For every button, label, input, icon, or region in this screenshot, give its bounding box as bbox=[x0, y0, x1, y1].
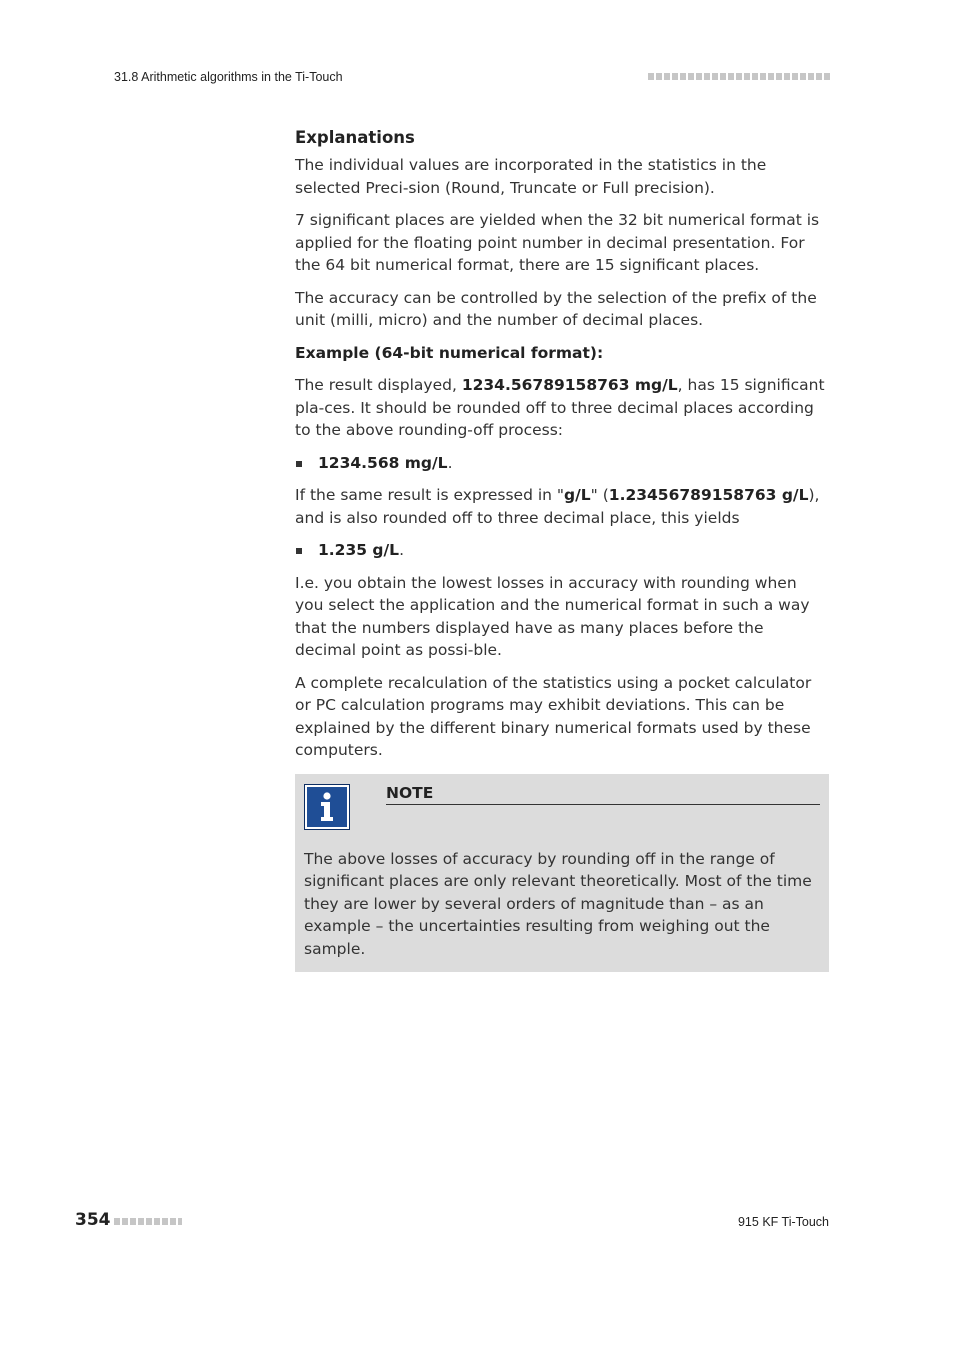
footer-dot-bar bbox=[114, 1218, 182, 1225]
paragraph-significant-places: 7 significant places are yielded when the 32 bit numerical format is applied for the floating point number in decimal presentation. For the 64 bit numerical format, there are 15 significant places. bbox=[295, 211, 820, 274]
paragraph-accuracy: The accuracy can be controlled by the selection of the prefix of the unit (milli, micro) and the number of decimal places. bbox=[295, 288, 817, 329]
header-dot-bar bbox=[648, 73, 830, 80]
note-box bbox=[295, 774, 829, 973]
section-heading: Explanations bbox=[295, 128, 415, 147]
text-run: ), and is also rounded off to three decimal place, this yields bbox=[295, 486, 820, 527]
text-run: . bbox=[399, 541, 404, 559]
page-number: 354 bbox=[75, 1210, 111, 1230]
running-header-section: 31.8 Arithmetic algorithms in the Ti-Touch bbox=[114, 70, 343, 84]
text-run: The result displayed, bbox=[295, 376, 462, 394]
text-run: . bbox=[447, 453, 453, 472]
bold-value: 1.23456789158763 g/L bbox=[608, 486, 809, 504]
bold-value: 1234.568 mg/L bbox=[318, 453, 448, 472]
list-item bbox=[295, 452, 829, 475]
text-run: If the same result is expressed in " bbox=[295, 486, 565, 504]
main-content bbox=[295, 126, 829, 972]
bold-unit: g/L bbox=[564, 486, 591, 504]
text-run: , has 15 significant pla-ces. It should be rounded off to three decimal places according to the above rounding-off process: bbox=[295, 376, 825, 439]
bold-value: 1234.56789158763 mg/L bbox=[461, 376, 678, 394]
info-icon bbox=[304, 784, 350, 830]
paragraph-precision: The individual values are incorporated in the statistics in the selected Preci-sion (Round, Truncate or Full precision). bbox=[295, 156, 767, 197]
footer-product-name: 915 KF Ti-Touch bbox=[737, 1215, 829, 1229]
paragraph-example-result bbox=[295, 374, 829, 442]
note-text: The above losses of accuracy by rounding off in the range of significant places are only relevant theoretically. Most of the time they are lower by several orders of magnitude than – as an example – the uncertainties resulting from weighing out the sample. bbox=[304, 849, 812, 958]
note-title: NOTE bbox=[386, 783, 820, 805]
text-run: " ( bbox=[590, 486, 609, 504]
paragraph-recalculation: A complete recalculation of the statistics using a pocket calculator or PC calculation programs may exhibit deviations. This can be explained by the different binary numerical formats used by these computers. bbox=[295, 673, 812, 759]
paragraph-gl-conversion bbox=[295, 484, 829, 529]
list-item bbox=[295, 539, 829, 562]
paragraph-lowest-losses: I.e. you obtain the lowest losses in accuracy with rounding when you select the application and the numerical format in such a way that the numbers displayed have as many places before the decimal point as possi-ble. bbox=[295, 573, 810, 659]
example-heading: Example (64-bit numerical format): bbox=[295, 343, 604, 362]
bold-value: 1.235 g/L bbox=[318, 541, 400, 559]
